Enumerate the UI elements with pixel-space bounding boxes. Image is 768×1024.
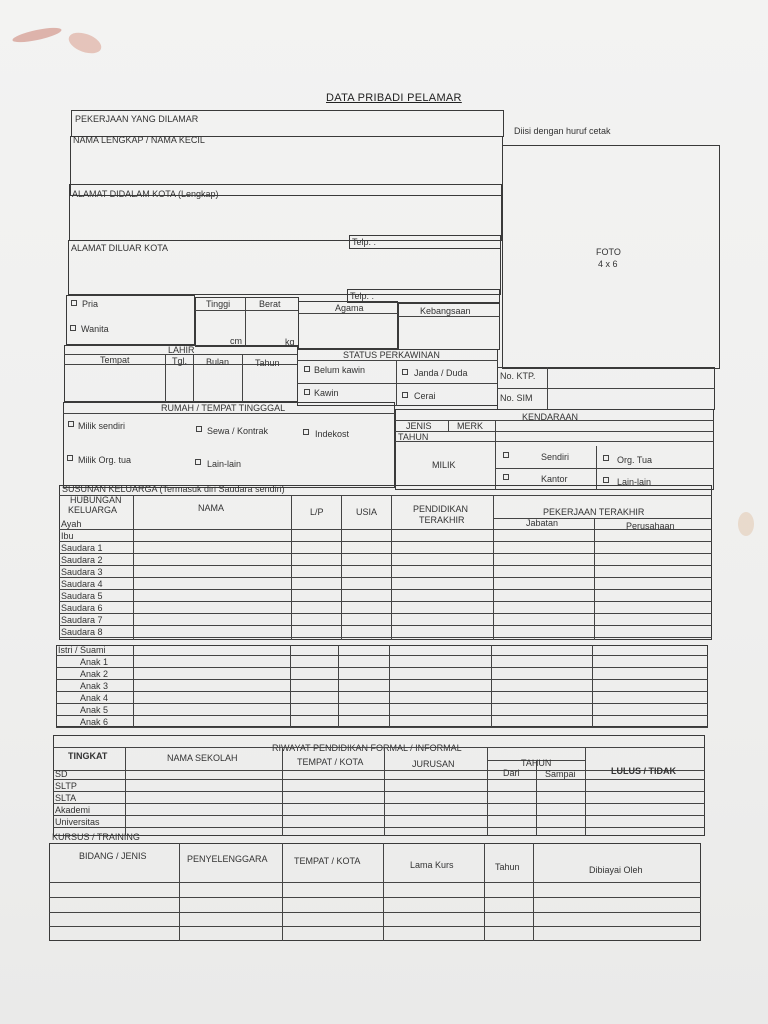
row-label: Saudara 1	[61, 543, 103, 553]
row-line	[53, 815, 705, 816]
label-status: STATUS PERKAWINAN	[343, 350, 440, 360]
row-label: Anak 5	[80, 705, 109, 715]
row-label: Saudara 2	[61, 555, 103, 565]
label-alamat-dalam: ALAMAT DIDALAM KOTA (Lengkap)	[72, 189, 219, 199]
label-hubungan-2: KELUARGA	[68, 505, 118, 515]
label-cerai: Cerai	[414, 391, 436, 401]
label-jabatan: Jabatan	[526, 518, 559, 528]
label-pekerjaan: PEKERJAAN YANG DILAMAR	[75, 114, 199, 124]
checkbox-milik-org-tua[interactable]	[67, 455, 73, 461]
row-label: Universitas	[55, 817, 100, 827]
label-tinggi: Tinggi	[206, 299, 231, 309]
row-line	[59, 589, 712, 590]
label-tahun-kendaraan: TAHUN	[398, 432, 429, 442]
row-label: SLTP	[55, 781, 77, 791]
row-line	[59, 613, 712, 614]
label-pendidikan-2: TERAKHIR	[419, 515, 465, 525]
row-label: SLTA	[55, 793, 77, 803]
checkbox-sendiri[interactable]	[503, 452, 509, 458]
row-line	[59, 601, 712, 602]
row-line	[56, 667, 708, 668]
label-milik-sendiri: Milik sendiri	[78, 421, 126, 431]
checkbox-pria[interactable]	[71, 300, 77, 306]
row-label: Saudara 7	[61, 615, 103, 625]
note-text: Diisi dengan huruf cetak	[514, 126, 611, 136]
photo-size: 4 x 6	[598, 259, 618, 269]
label-tahun-kursus: Tahun	[495, 862, 520, 872]
row-label: Ibu	[61, 531, 74, 541]
checkbox-wanita[interactable]	[70, 325, 76, 331]
row-line	[59, 553, 712, 554]
label-lp: L/P	[310, 507, 324, 517]
row-line	[59, 565, 712, 566]
checkbox-janda[interactable]	[402, 369, 408, 375]
label-tgl: Tgl.	[172, 356, 188, 366]
row-line	[59, 637, 712, 638]
label-penyelenggara: PENYELENGGARA	[187, 854, 268, 864]
row-line	[53, 791, 705, 792]
label-nama: NAMA LENGKAP / NAMA KECIL	[73, 135, 205, 145]
row-label: Saudara 6	[61, 603, 103, 613]
label-indekost: Indekost	[315, 429, 350, 439]
label-tempat-lahir: Tempat	[100, 355, 130, 365]
row-label: Anak 3	[80, 681, 109, 691]
label-tahun-pendidikan: TAHUN	[521, 758, 552, 768]
label-milik-org-tua: Milik Org. tua	[78, 455, 132, 465]
label-telp-1: Telp. :	[352, 237, 377, 247]
rumah-box	[63, 402, 395, 488]
label-jurusan: JURUSAN	[412, 759, 455, 769]
label-telp-2: Telp. :	[350, 291, 375, 301]
label-nama-keluarga: NAMA	[198, 503, 225, 513]
page-title: DATA PRIBADI PELAMAR	[326, 92, 462, 104]
row-label: Anak 1	[80, 657, 109, 667]
row-label: Anak 2	[80, 669, 109, 679]
label-tempat-kursus: TEMPAT / KOTA	[294, 856, 361, 866]
row-label: Anak 6	[80, 717, 109, 727]
label-sendiri: Sendiri	[541, 452, 570, 462]
label-sampai: Sampai	[545, 769, 576, 779]
row-line	[53, 827, 705, 828]
row-label: Akademi	[55, 805, 91, 815]
checkbox-lain-rumah[interactable]	[195, 459, 201, 465]
label-kendaraan: KENDARAAN	[522, 412, 579, 422]
label-lain-rumah: Lain-lain	[207, 459, 242, 469]
label-perusahaan: Perusahaan	[626, 521, 675, 531]
label-bidang: BIDANG / JENIS	[79, 851, 147, 861]
label-sim: No. SIM	[500, 393, 533, 403]
row-label: Saudara 4	[61, 579, 103, 589]
checkbox-kawin[interactable]	[304, 389, 310, 395]
checkbox-belum-kawin[interactable]	[304, 366, 310, 372]
row-label: SD	[55, 769, 68, 779]
label-kantor: Kantor	[541, 474, 568, 484]
row-label: Anak 4	[80, 693, 109, 703]
label-rumah: RUMAH / TEMPAT TINGGGAL	[161, 403, 286, 413]
label-lama: Lama Kurs	[410, 860, 454, 870]
label-tahun-lahir: Tahun	[255, 358, 280, 368]
label-kg: kg	[285, 337, 295, 347]
label-agama: Agama	[335, 303, 364, 313]
label-keluarga: SUSUNAN KELUARGA (Termasuk diri Saudara sendiri)	[62, 484, 285, 494]
label-nama-sekolah: NAMA SEKOLAH	[167, 753, 238, 763]
label-wanita: Wanita	[81, 324, 109, 334]
checkbox-sewa[interactable]	[196, 426, 202, 432]
row-label: Istri / Suami	[58, 645, 106, 655]
row-line	[56, 715, 708, 716]
row-line	[59, 625, 712, 626]
label-kursus: KURSUS / TRAINING	[52, 832, 140, 842]
checkbox-milik-sendiri[interactable]	[68, 421, 74, 427]
label-hubungan: HUBUNGAN	[70, 495, 122, 505]
row-label: Saudara 3	[61, 567, 103, 577]
row-line	[59, 541, 712, 542]
label-bulan: Bulan	[206, 357, 230, 367]
row-line	[59, 529, 712, 530]
label-kebangsaan: Kebangsaan	[420, 306, 471, 316]
label-dari: Dari	[503, 768, 520, 778]
checkbox-indekost[interactable]	[303, 429, 309, 435]
label-tempat-kota: TEMPAT / KOTA	[297, 757, 364, 767]
label-merk: MERK	[457, 421, 484, 431]
label-belum-kawin: Belum kawin	[314, 365, 366, 375]
label-kawin: Kawin	[314, 388, 339, 398]
label-lulus: LULUS / TIDAK	[611, 766, 676, 776]
label-berat: Berat	[259, 299, 281, 309]
label-cm: cm	[230, 336, 242, 346]
row-line	[56, 679, 708, 680]
row-line	[53, 803, 705, 804]
stain	[738, 512, 754, 536]
label-sewa: Sewa / Kontrak	[207, 426, 269, 436]
photo-label: FOTO	[596, 247, 621, 257]
label-pria: Pria	[82, 299, 99, 309]
label-org-tua: Org. Tua	[617, 455, 653, 465]
label-ktp: No. KTP.	[500, 371, 536, 381]
photo-box[interactable]	[502, 145, 720, 369]
checkbox-cerai[interactable]	[402, 392, 408, 398]
label-alamat-luar: ALAMAT DILUAR KOTA	[71, 243, 169, 253]
label-usia: USIA	[356, 507, 378, 517]
label-jenis: JENIS	[406, 421, 432, 431]
row-line	[56, 691, 708, 692]
checkbox-lain-kendaraan[interactable]	[603, 477, 609, 483]
row-line	[56, 727, 708, 728]
checkbox-org-tua[interactable]	[603, 455, 609, 461]
label-tingkat: TINGKAT	[68, 751, 108, 761]
label-riwayat: RIWAYAT PENDIDIKAN FORMAL / INFORMAL	[272, 743, 462, 753]
label-lahir: LAHIR	[168, 345, 195, 355]
row-line	[56, 655, 708, 656]
row-line	[56, 703, 708, 704]
row-line	[53, 779, 705, 780]
label-dibiayai: Dibiayai Oleh	[589, 865, 643, 875]
label-lain-kendaraan: Lain-lain	[617, 477, 652, 487]
label-pekerjaan-terakhir: PEKERJAAN TERAKHIR	[543, 507, 645, 517]
checkbox-kantor[interactable]	[503, 474, 509, 480]
row-label: Saudara 5	[61, 591, 103, 601]
row-label: Saudara 8	[61, 627, 103, 637]
label-pendidikan: PENDIDIKAN	[413, 504, 469, 514]
label-milik: MILIK	[432, 460, 456, 470]
row-label: Ayah	[61, 519, 82, 529]
row-line	[59, 577, 712, 578]
label-janda: Janda / Duda	[414, 368, 468, 378]
